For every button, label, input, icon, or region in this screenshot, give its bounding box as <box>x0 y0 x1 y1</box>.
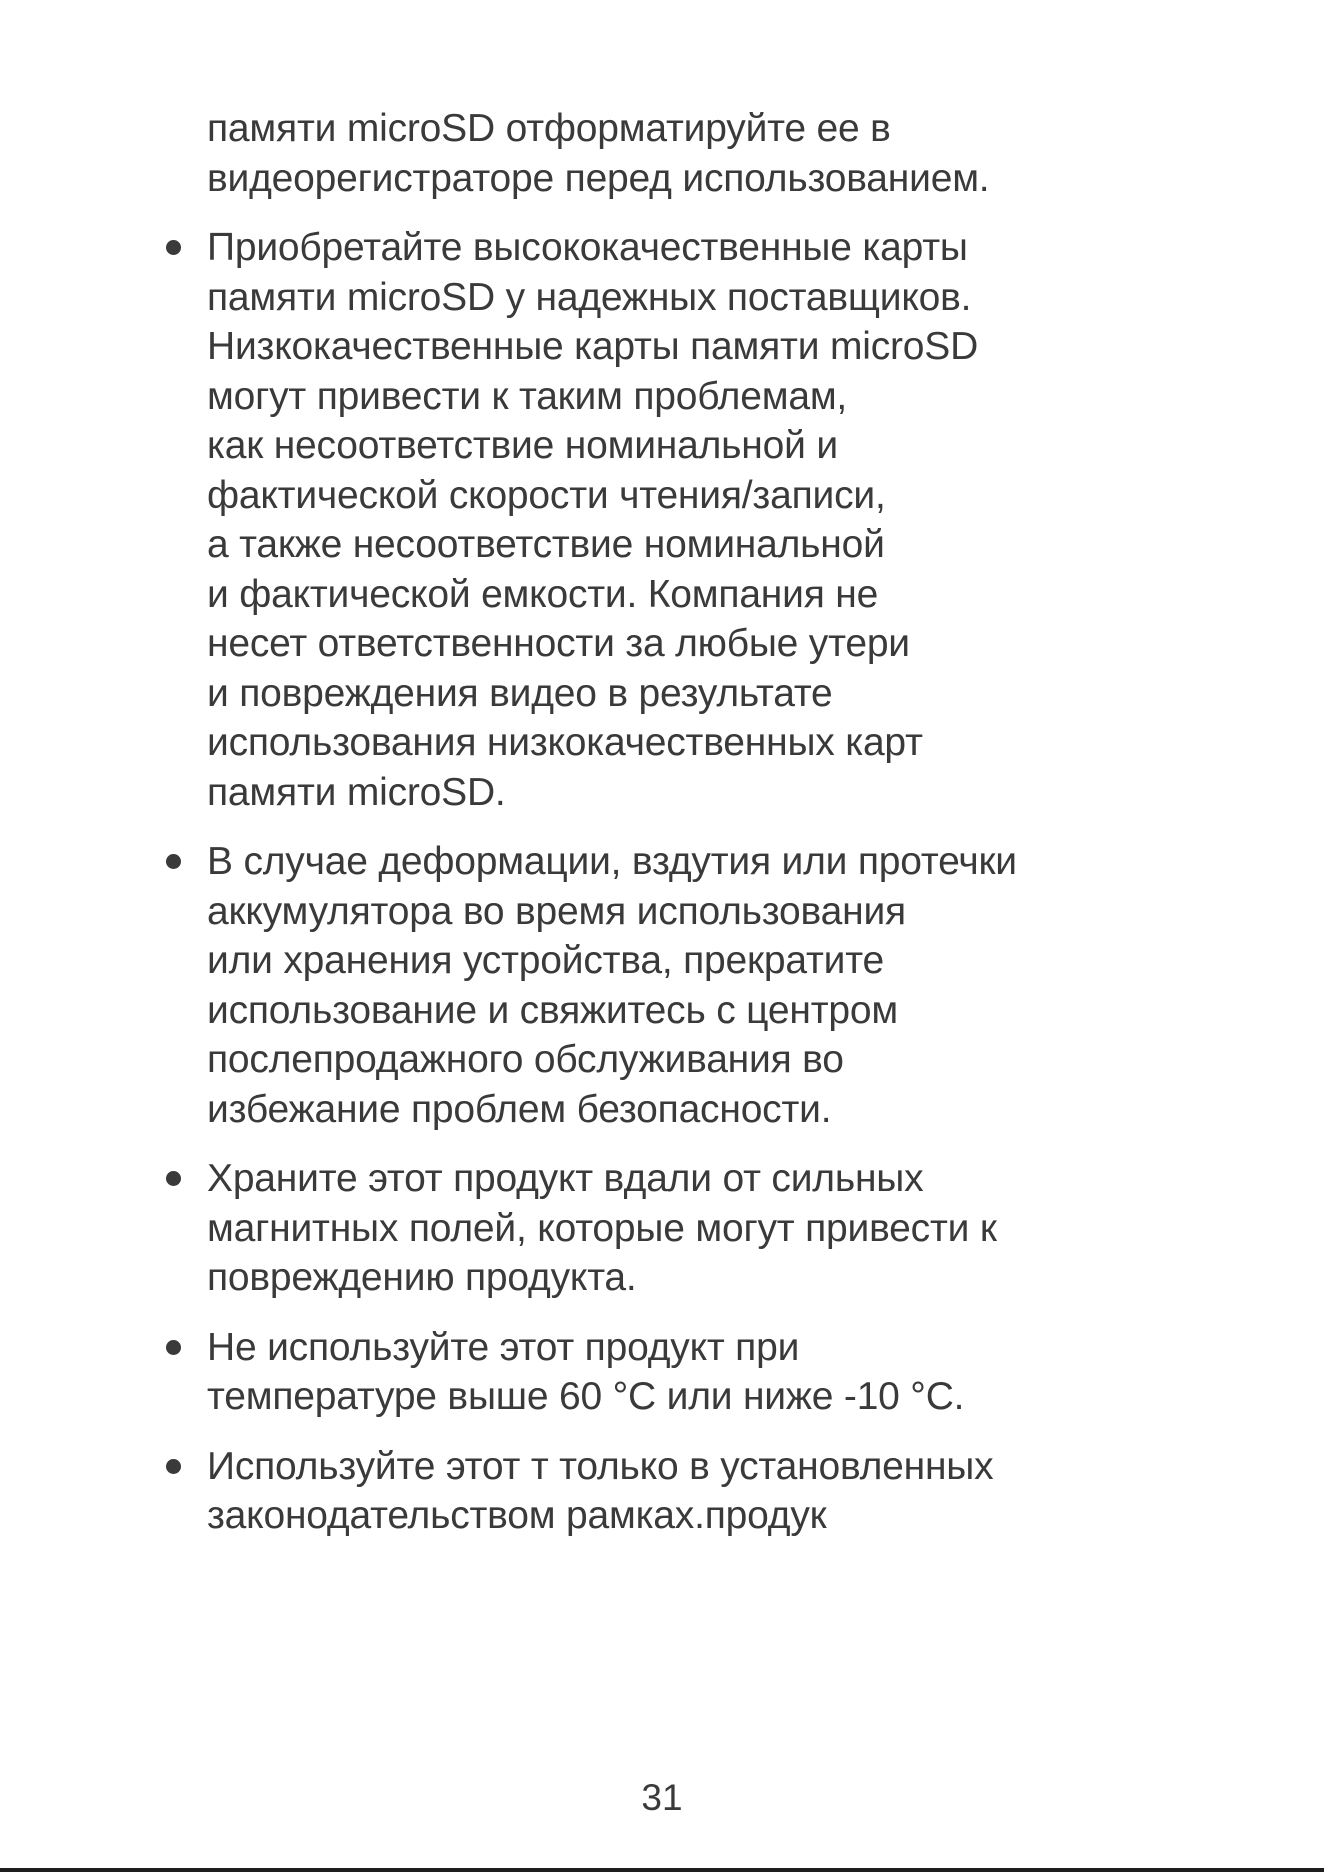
bullet-icon <box>166 240 181 255</box>
page-content <box>207 104 1107 1561</box>
text-line: магнитных полей, которые могут привести к <box>207 1206 997 1250</box>
bullet-icon <box>166 1459 181 1474</box>
bullet-item-magnetic-fields <box>207 1154 1107 1303</box>
intro-paragraph <box>207 104 1107 203</box>
text-line: памяти microSD у надежных поставщиков. <box>207 275 972 319</box>
text-line: Низкокачественные карты памяти microSD <box>207 325 979 368</box>
text-line: законодательством рамках.продук <box>207 1494 827 1537</box>
text-line: послепродажного обслуживания во <box>207 1038 844 1081</box>
text-line: избежание проблем безопасности. <box>207 1087 832 1131</box>
bullet-item-battery-warning <box>207 837 1107 1134</box>
text-line: температуре выше 60 °C или ниже -10 °C. <box>207 1375 965 1418</box>
bullet-item-microsd-quality <box>207 223 1107 817</box>
bullet-item-legal-use <box>207 1442 1107 1541</box>
text-line: Не используйте этот продукт при <box>207 1325 800 1369</box>
text-line: и фактической емкости. Компания не <box>207 572 879 616</box>
text-line: Используйте этот т только в установленных <box>207 1444 994 1488</box>
text-line: Приобретайте высококачественные карты <box>207 226 968 269</box>
text-line: фактической скорости чтения/записи, <box>207 473 886 517</box>
text-line: Храните этот продукт вдали от сильных <box>207 1157 924 1200</box>
text-line: видеорегистраторе перед использованием. <box>207 156 990 200</box>
text-line: или хранения устройства, прекратите <box>207 939 884 982</box>
text-line: повреждению продукта. <box>207 1256 637 1299</box>
bottom-divider <box>0 1868 1324 1872</box>
text-line: В случае деформации, вздутия или протечки <box>207 840 1017 883</box>
text-line: и повреждения видео в результате <box>207 671 833 715</box>
bullet-icon <box>166 1340 181 1355</box>
text-line: памяти microSD. <box>207 770 506 814</box>
text-line: аккумулятора во время использования <box>207 889 906 933</box>
text-line: использования низкокачественных карт <box>207 721 923 764</box>
bullet-item-temperature <box>207 1323 1107 1422</box>
text-line: могут привести к таким проблемам, <box>207 374 848 418</box>
bullet-icon <box>166 854 181 869</box>
text-line: памяти microSD отформатируйте ее в <box>207 107 891 150</box>
text-line: несет ответственности за любые утери <box>207 622 910 665</box>
text-line: а также несоответствие номинальной <box>207 523 885 566</box>
text-line: использование и свяжитесь с центром <box>207 988 898 1032</box>
text-line: как несоответствие номинальной и <box>207 424 838 467</box>
page-number: 31 <box>641 1777 683 1818</box>
bullet-icon <box>166 1171 181 1186</box>
